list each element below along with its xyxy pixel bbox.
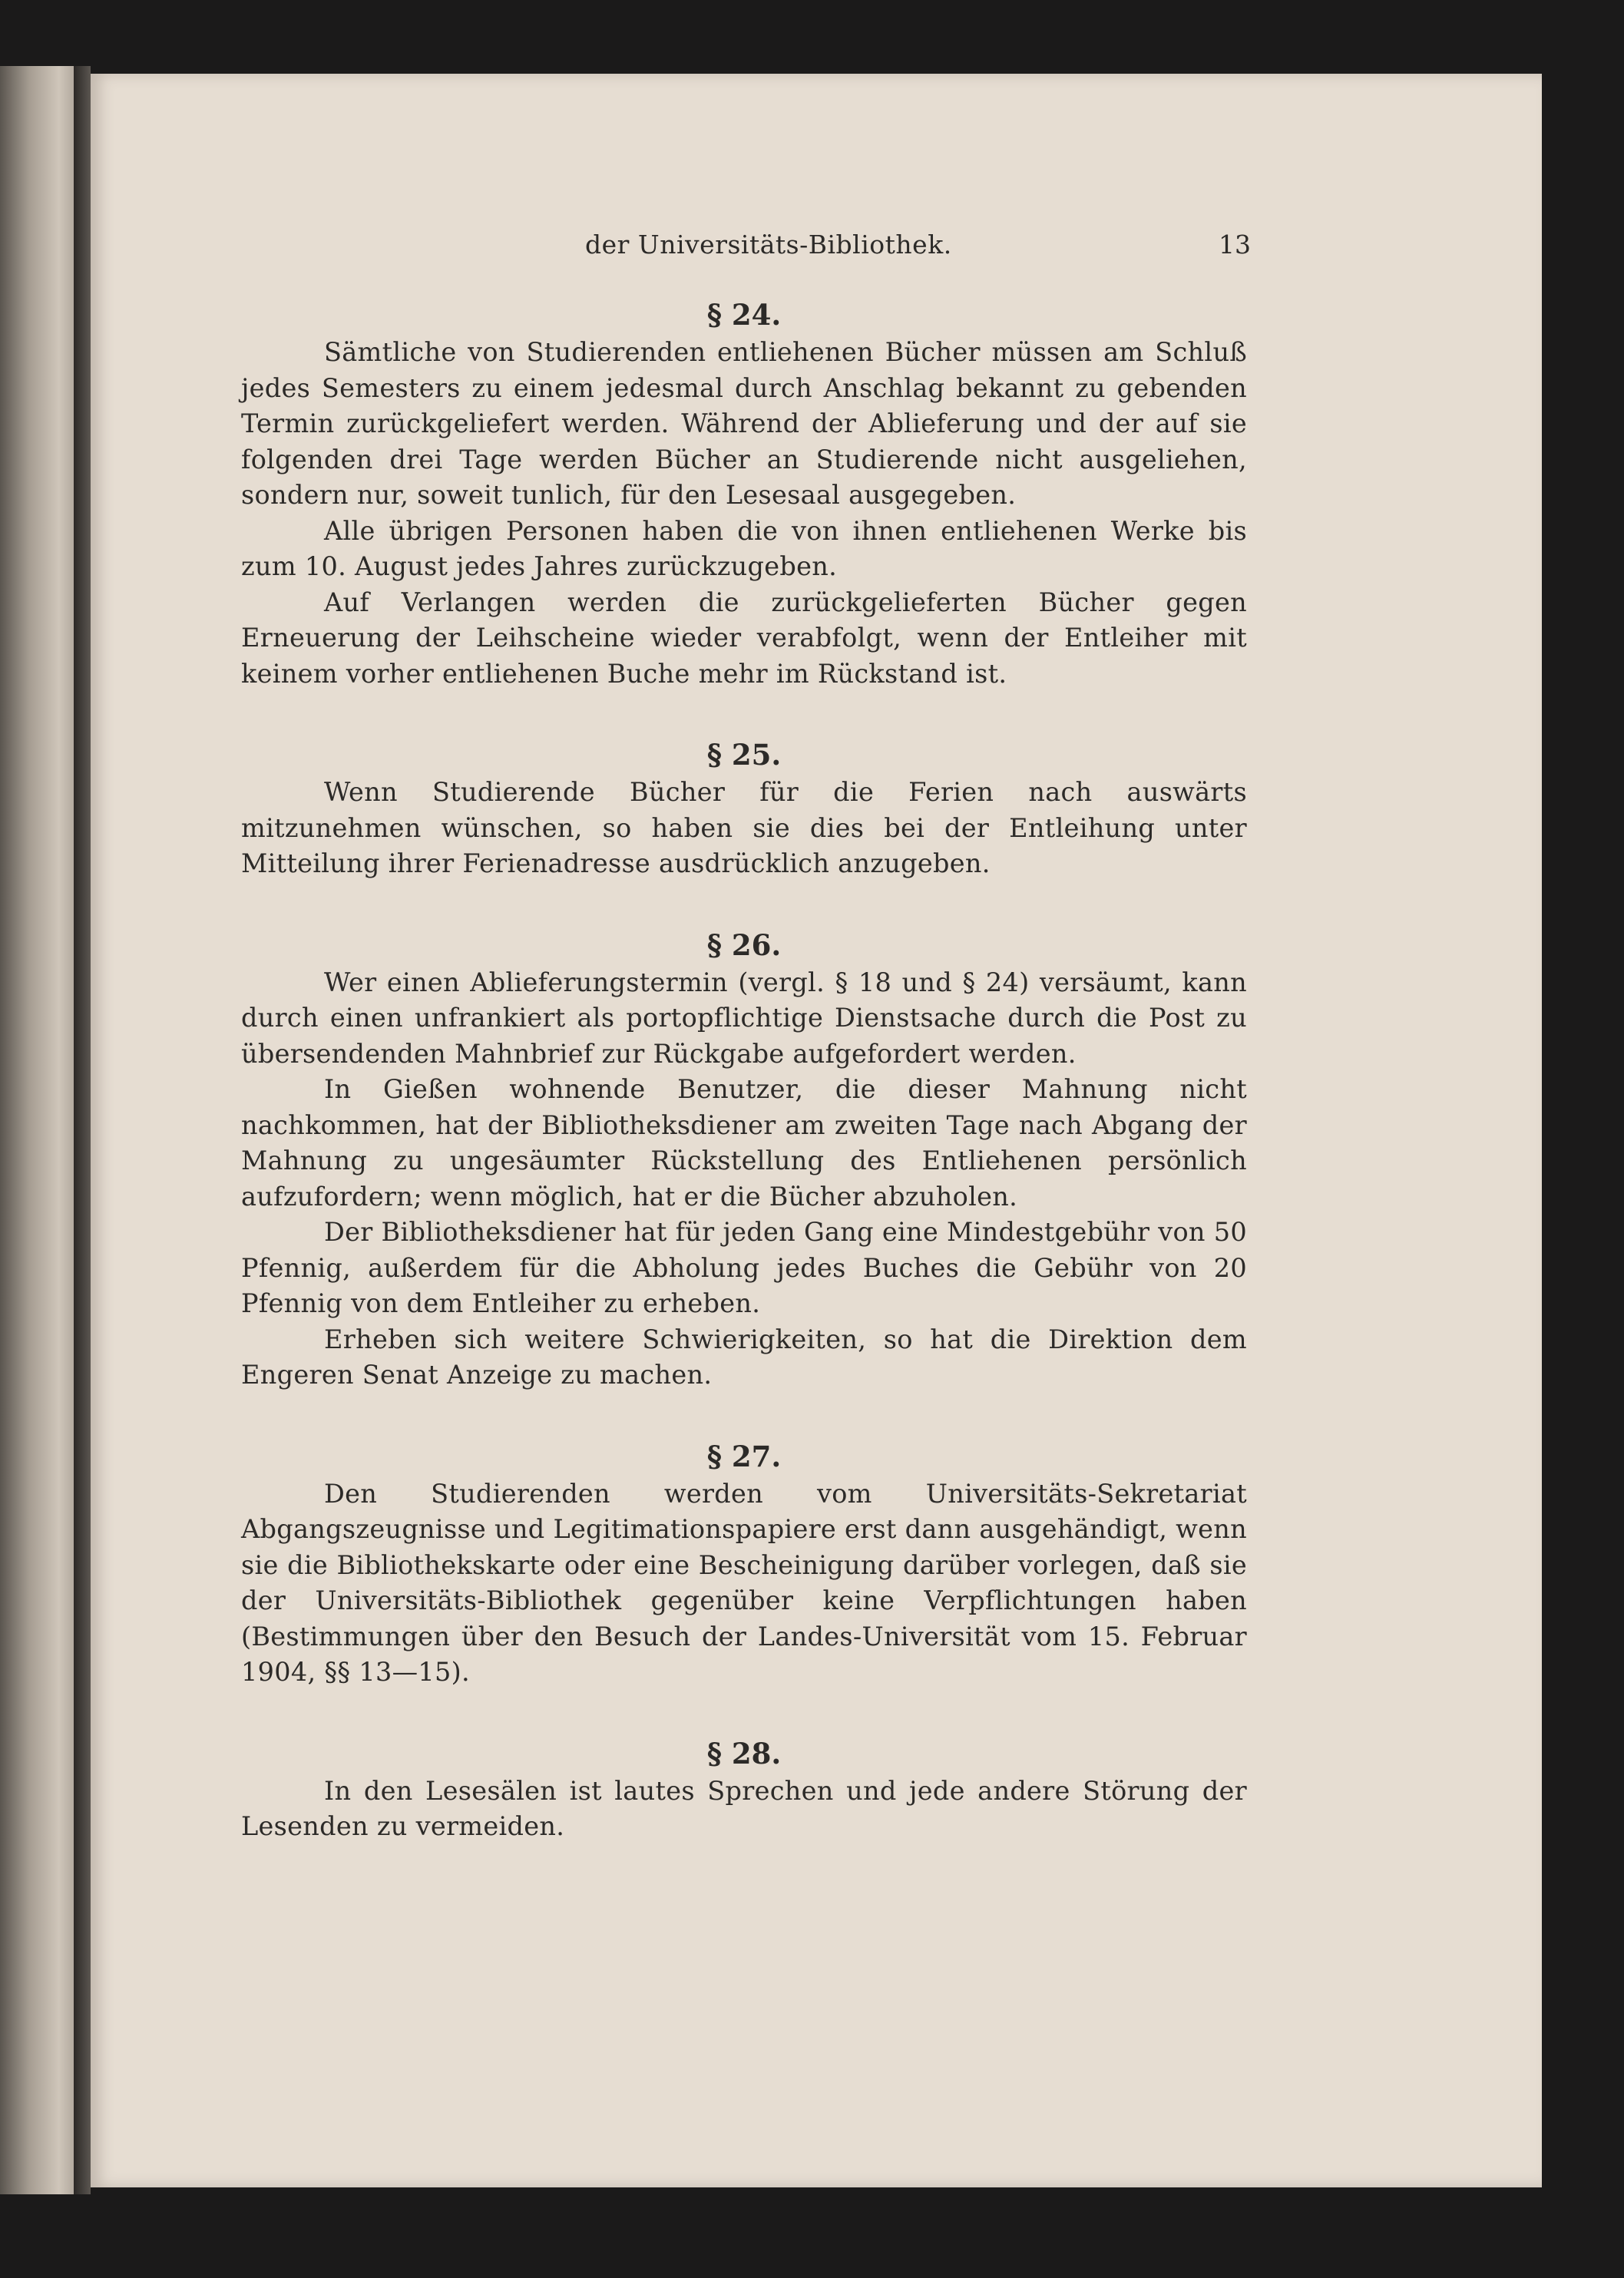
section-25 <box>241 735 1247 882</box>
paragraph: Den Studierenden werden vom Universitäts-Sekretariat Abgangszeugnisse und Legitimationspapiere erst dann ausgehändigt, wenn sie die Bibliothekskarte oder eine Bescheinigung darüber vorlegen, daß sie der Universitäts-Bibliothek gegenüber keine Verpflichtungen haben (Bestimmungen über den Besuch der Landes-Universität vom 15. Februar 1904, §§ 13—15). <box>241 1478 1247 1687</box>
paragraph: Sämtliche von Studierenden entliehenen Bücher müssen am Schluß jedes Semesters zu einem jedesmal durch Anschlag bekannt zu gebenden Termin zurückgeliefert werden. Während der Ablieferung und der auf sie folgenden drei Tage werden Bücher an Studierende nicht ausgeliehen, sondern nur, soweit tunlich, für den Lesesaal ausgegeben. <box>241 337 1247 510</box>
paragraph: Wenn Studierende Bücher für die Ferien nach auswärts mitzunehmen wünschen, so haben sie dies bei der Entleihung unter Mitteilung ihrer Ferienadresse ausdrücklich anzugeben. <box>241 777 1247 878</box>
running-head: der Universitäts-Bibliothek. <box>585 230 952 260</box>
page-number: 13 <box>1219 230 1251 260</box>
section-27 <box>241 1437 1247 1691</box>
paragraph: Alle übrigen Personen haben die von ihnen entliehenen Werke bis zum 10. August jedes Jahres zurückzugeben. <box>241 515 1247 581</box>
section-heading: § 25. <box>706 738 782 772</box>
book-gutter <box>74 66 91 2194</box>
section-heading: § 28. <box>706 1736 782 1770</box>
section-heading: § 24. <box>706 298 782 332</box>
page-body <box>241 223 1247 1845</box>
section-26 <box>241 925 1247 1394</box>
paragraph: Auf Verlangen werden die zurückgelieferten Bücher gegen Erneuerung der Leihscheine wieder verabfolgt, wenn der Entleiher mit keinem vorher entliehenen Buche mehr im Rückstand ist. <box>241 587 1247 689</box>
paragraph: In Gießen wohnende Benutzer, die dieser Mahnung nicht nachkommen, hat der Bibliotheksdiener am zweiten Tage nach Abgang der Mahnung zu ungesäumter Rückstellung des Entliehenen persönlich aufzufordern; wenn möglich, hat er die Bücher abzuholen. <box>241 1074 1247 1212</box>
paragraph: Der Bibliotheksdiener hat für jeden Gang eine Mindestgebühr von 50 Pfennig, außerdem für die Abholung jedes Buches die Gebühr von 20 Pfennig von dem Entleiher zu erheben. <box>241 1217 1247 1318</box>
paragraph: Erheben sich weitere Schwierigkeiten, so hat die Direktion dem Engeren Senat Anzeige zu machen. <box>241 1324 1247 1390</box>
section-28 <box>241 1734 1247 1845</box>
section-heading: § 27. <box>706 1439 782 1473</box>
section-24 <box>241 295 1247 692</box>
paragraph: In den Lesesälen ist lautes Sprechen und jede andere Störung der Lesenden zu vermeiden. <box>241 1775 1247 1841</box>
paragraph: Wer einen Ablieferungstermin (vergl. § 18 und § 24) versäumt, kann durch einen unfrankiert als portopflichtige Dienstsache durch die Post zu übersendenden Mahnbrief zur Rückgabe aufgefordert werden. <box>241 967 1247 1069</box>
facing-page-edge <box>0 66 74 2194</box>
section-heading: § 26. <box>706 927 782 962</box>
